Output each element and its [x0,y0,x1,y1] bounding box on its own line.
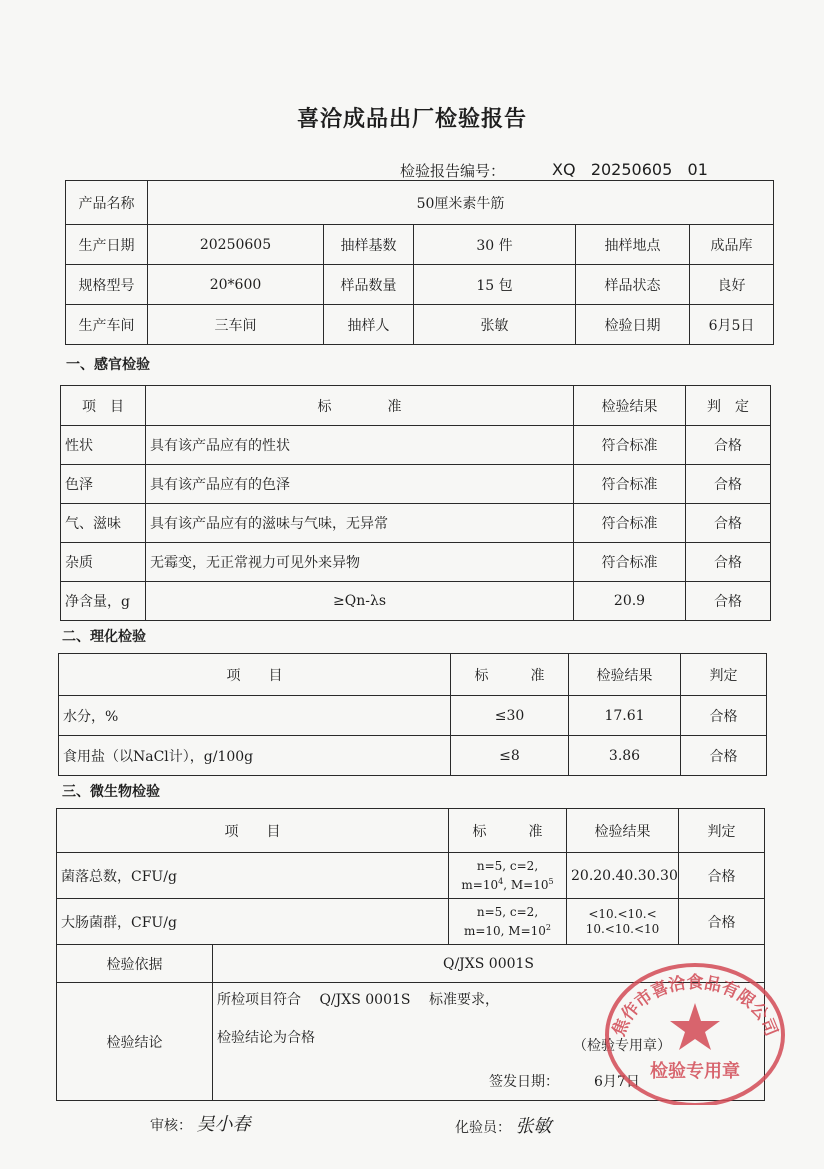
issue-date-value: 6月7日 [594,1074,640,1090]
sample-place: 成品库 [690,225,774,265]
sensory-verdict: 合格 [686,582,771,621]
micro-std-m: m=10 [461,877,499,892]
conclusion-line1-c: 标准要求， [428,992,499,1008]
sensory-header-verdict: 判 定 [686,386,771,426]
physchem-verdict: 合格 [681,696,767,736]
micro-standard [449,853,567,899]
conclusion-line1-b: Q/JXS 0001S [319,992,411,1008]
micro-result [567,899,679,945]
sensory-header-result: 检验结果 [574,386,686,426]
report-number-label: 检验报告编号： [400,162,506,180]
conclusion-line1 [217,989,499,1009]
micro-std-m: m=10, M=10 [463,923,546,938]
table-row [61,504,771,543]
reviewer-label: 审核： [150,1118,192,1134]
report-title: 喜洽成品出厂检验报告 [296,107,527,132]
micro-std-M: , M=10 [503,877,549,892]
sensory-item: 性状 [61,426,146,465]
micro-std-M-exp: 5 [548,876,554,886]
sensory-header-item: 项 目 [61,386,146,426]
micro-std-line1: n=5, c=2, [476,858,539,873]
micro-heading: 三、微生物检验 [62,784,160,800]
tester-signature: 张敏 [515,1116,552,1137]
report-number-value: XQ 20250605 01 [552,160,708,179]
micro-header-item: 项 目 [57,809,449,853]
sampler: 张敏 [414,305,576,345]
tester-label: 化验员： [455,1120,511,1136]
physchem-standard: ≤30 [451,696,569,736]
micro-result: 20.20.40.30.30 [567,853,679,899]
company-seal-icon [600,955,790,1105]
issue-date-label: 签发日期： [489,1074,552,1090]
spec-label: 规格型号 [66,265,148,305]
physchem-result: 3.86 [569,736,681,776]
prod-date-label: 生产日期 [66,225,148,265]
reviewer [150,1110,250,1136]
sample-qty: 15 包 [414,265,576,305]
sampler-label: 抽样人 [324,305,414,345]
seal-center-text: 检验专用章 [650,1061,740,1082]
physchem-heading: 二、理化检验 [62,629,146,645]
sample-state: 良好 [690,265,774,305]
physchem-header-result: 检验结果 [569,654,681,696]
physchem-table [58,653,767,776]
micro-item: 大肠菌群，CFU/g [57,899,449,945]
micro-item: 菌落总数，CFU/g [57,853,449,899]
sensory-item: 气、滋味 [61,504,146,543]
product-name-label: 产品名称 [66,181,148,225]
sensory-result: 20.9 [574,582,686,621]
micro-std-line2 [453,874,562,893]
micro-verdict: 合格 [679,899,765,945]
micro-header-standard: 标 准 [449,809,567,853]
sensory-item: 杂质 [61,543,146,582]
inspect-date-label: 检验日期 [576,305,690,345]
basis-value: Q/JXS 0001S [213,945,765,983]
sensory-result: 符合标准 [574,426,686,465]
tester [455,1112,551,1138]
sample-base: 30 件 [414,225,576,265]
seal-ring-text: 焦作市喜洽食品有限公司 [608,973,782,1040]
physchem-result: 17.61 [569,696,681,736]
physchem-header-item: 项 目 [59,654,451,696]
table-row [61,582,771,621]
micro-std-line2 [453,920,562,939]
sensory-standard: 具有该产品应有的滋味与气味，无异常 [146,504,574,543]
micro-header-result: 检验结果 [567,809,679,853]
sensory-result: 符合标准 [574,504,686,543]
workshop-label: 生产车间 [66,305,148,345]
sensory-standard: 无霉变，无正常视力可见外来异物 [146,543,574,582]
sensory-header-standard: 标 准 [146,386,574,426]
spec: 20*600 [148,265,324,305]
table-row [57,853,765,899]
stamp-note: （检验专用章） [573,1038,671,1054]
sample-place-label: 抽样地点 [576,225,690,265]
report-number [0,160,824,180]
table-row [59,736,767,776]
micro-std-M-exp: 2 [545,922,552,932]
micro-result-line2: 10.<10.<10 [585,921,660,936]
micro-std-m-exp: 4 [498,876,504,886]
product-info-table [65,180,774,345]
micro-standard [449,899,567,945]
sample-base-label: 抽样基数 [324,225,414,265]
physchem-header-standard: 标 准 [451,654,569,696]
sensory-verdict: 合格 [686,543,771,582]
sensory-standard: 具有该产品应有的性状 [146,426,574,465]
table-row [57,899,765,945]
sensory-item: 净含量，g [61,582,146,621]
sensory-standard: ≥Qn-λs [146,582,574,621]
sensory-verdict: 合格 [686,426,771,465]
physchem-item: 食用盐（以NaCl计），g/100g [59,736,451,776]
sensory-verdict: 合格 [686,465,771,504]
table-row [61,426,771,465]
sensory-item: 色泽 [61,465,146,504]
sample-qty-label: 样品数量 [324,265,414,305]
sensory-verdict: 合格 [686,504,771,543]
sensory-result: 符合标准 [574,465,686,504]
sensory-heading: 一、感官检验 [66,357,150,373]
sample-state-label: 样品状态 [576,265,690,305]
micro-verdict: 合格 [679,853,765,899]
micro-result-line1: <10.<10.< [588,906,657,921]
prod-date: 20250605 [148,225,324,265]
sensory-result: 符合标准 [574,543,686,582]
table-row [61,543,771,582]
micro-std-line1: n=5, c=2, [476,904,539,919]
micro-header-verdict: 判定 [679,809,765,853]
conclusion-line1-a: 所检项目符合 [217,992,301,1008]
conclusion-label: 检验结论 [57,983,213,1101]
conclusion-line2: 检验结论为合格 [217,1030,315,1046]
physchem-header-verdict: 判定 [681,654,767,696]
physchem-verdict: 合格 [681,736,767,776]
basis-label: 检验依据 [57,945,213,983]
table-row [61,465,771,504]
inspect-date: 6月5日 [690,305,774,345]
product-name: 50厘米素牛筋 [148,181,774,225]
physchem-standard: ≤8 [451,736,569,776]
physchem-item: 水分，% [59,696,451,736]
table-row [59,696,767,736]
sensory-standard: 具有该产品应有的色泽 [146,465,574,504]
reviewer-signature: 吴小春 [196,1114,251,1135]
sensory-table [60,385,771,621]
workshop: 三车间 [148,305,324,345]
